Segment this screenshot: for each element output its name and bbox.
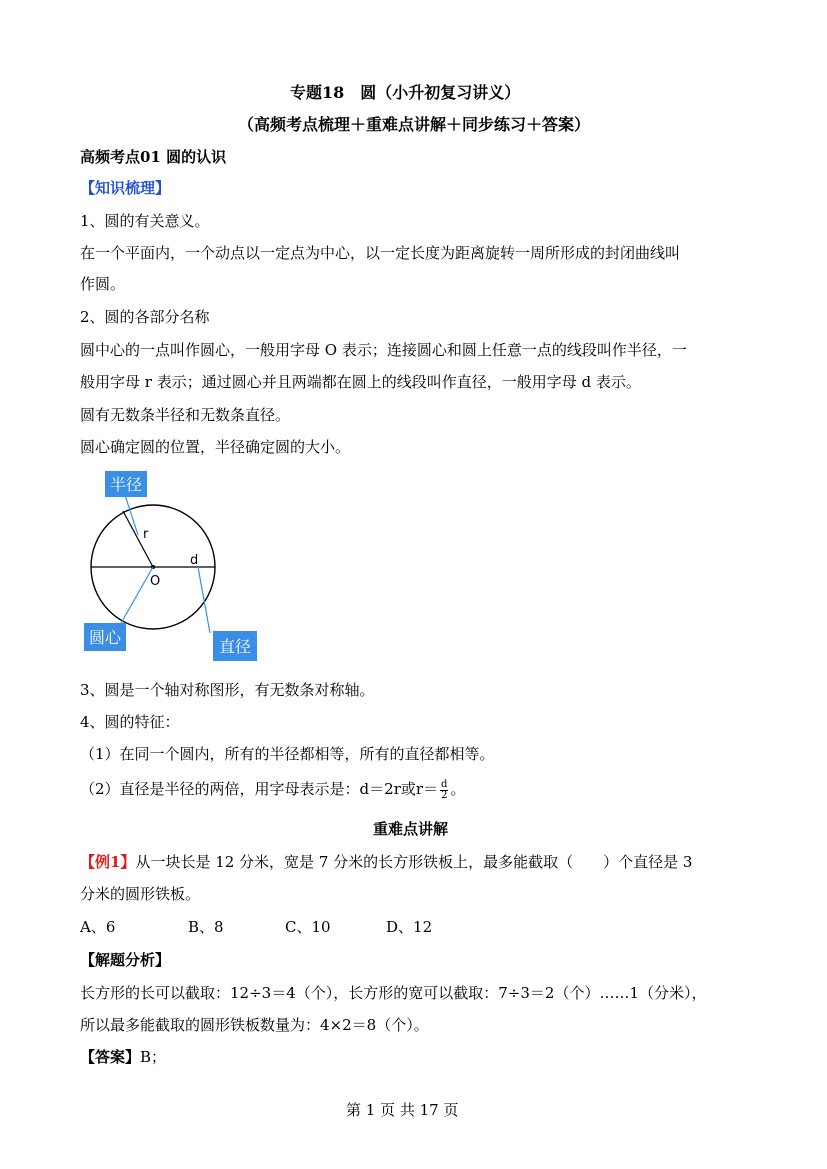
- letter-r: r: [143, 527, 149, 542]
- point-1-title: 1、圆的有关意义。: [80, 212, 210, 230]
- diameter-pointer: [198, 567, 210, 633]
- answer-tag: 【答案】: [80, 1048, 141, 1066]
- section-heading-1: 高频考点01 圆的认识: [80, 148, 227, 166]
- fraction-numerator: d: [441, 778, 448, 790]
- point-1-line-1: 在一个平面内，一个动点以一定点为中心，以一定长度为距离旋转一周所形成的封闭曲线叫: [80, 244, 681, 262]
- option-b: B、8: [188, 918, 224, 936]
- point-1-line-2: 作圆。: [80, 275, 126, 293]
- answer-line: [80, 1046, 166, 1067]
- page-number: 第 1 页 共 17 页: [346, 1101, 459, 1119]
- point-4-item-1: （1）在同一个圆内，所有的半径都相等，所有的直径都相等。: [80, 745, 495, 763]
- example-1-text: 从一块长是 12 分米，宽是 7 分米的长方形铁板上，最多能截取（ ）个直径是 3: [135, 853, 693, 871]
- point-4-item-2-text: （2）直径是半径的两倍，用字母表示是：d＝2r或r＝: [80, 780, 439, 798]
- option-a: A、6: [80, 918, 116, 936]
- radius-pointer: [125, 495, 138, 535]
- point-4-item-2: [80, 778, 465, 801]
- letter-d: d: [190, 553, 199, 568]
- answer-value: B；: [140, 1048, 167, 1066]
- point-2-line-2: 般用字母 r 表示；通过圆心并且两端都在圆上的线段叫作直径，一般用字母 d 表示。: [80, 373, 641, 391]
- analysis-line-1: 长方形的长可以截取：12÷3＝4（个），长方形的宽可以截取：7÷3＝2（个）……1（分米），: [80, 984, 707, 1002]
- radius-label: 半径: [109, 475, 143, 494]
- example-tag: 【例1】: [80, 853, 136, 871]
- analysis-tag: 【解题分析】: [80, 951, 171, 969]
- circle-diagram: [80, 465, 270, 665]
- point-2-line-4: 圆心确定圆的位置，半径确定圆的大小。: [80, 438, 351, 456]
- center-label: 圆心: [88, 628, 122, 647]
- letter-o: O: [150, 574, 161, 589]
- section-heading-2: 重难点讲解: [373, 820, 449, 838]
- point-4-title: 4、圆的特征：: [80, 713, 180, 731]
- knowledge-tag: 【知识梳理】: [80, 179, 171, 197]
- point-2-line-1: 圆中心的一点叫作圆心，一般用字母 O 表示；连接圆心和圆上任意一点的线段叫作半径，一: [80, 341, 687, 359]
- radius-line: [123, 511, 153, 567]
- fraction-d-over-2: [440, 780, 448, 801]
- example-1-line-2: 分米的圆形铁板。: [80, 885, 201, 903]
- center-pointer: [120, 567, 153, 625]
- point-2-title: 2、圆的各部分名称: [80, 308, 210, 326]
- example-1-line-1: [80, 851, 692, 872]
- page-title: 专题18 圆（小升初复习讲义）: [290, 83, 521, 102]
- diameter-label: 直径: [218, 637, 252, 656]
- point-3: 3、圆是一个轴对称图形，有无数条对称轴。: [80, 681, 375, 699]
- point-2-line-3: 圆有无数条半径和无数条直径。: [80, 406, 291, 424]
- page-subtitle: （高频考点梳理＋重难点讲解＋同步练习＋答案）: [238, 115, 591, 134]
- option-c: C、10: [285, 918, 331, 936]
- point-4-item-2-end: 。: [450, 780, 466, 798]
- option-d: D、12: [386, 918, 433, 936]
- fraction-denominator: 2: [441, 789, 448, 801]
- analysis-line-2: 所以最多能截取的圆形铁板数量为：4×2＝8（个）。: [80, 1016, 429, 1034]
